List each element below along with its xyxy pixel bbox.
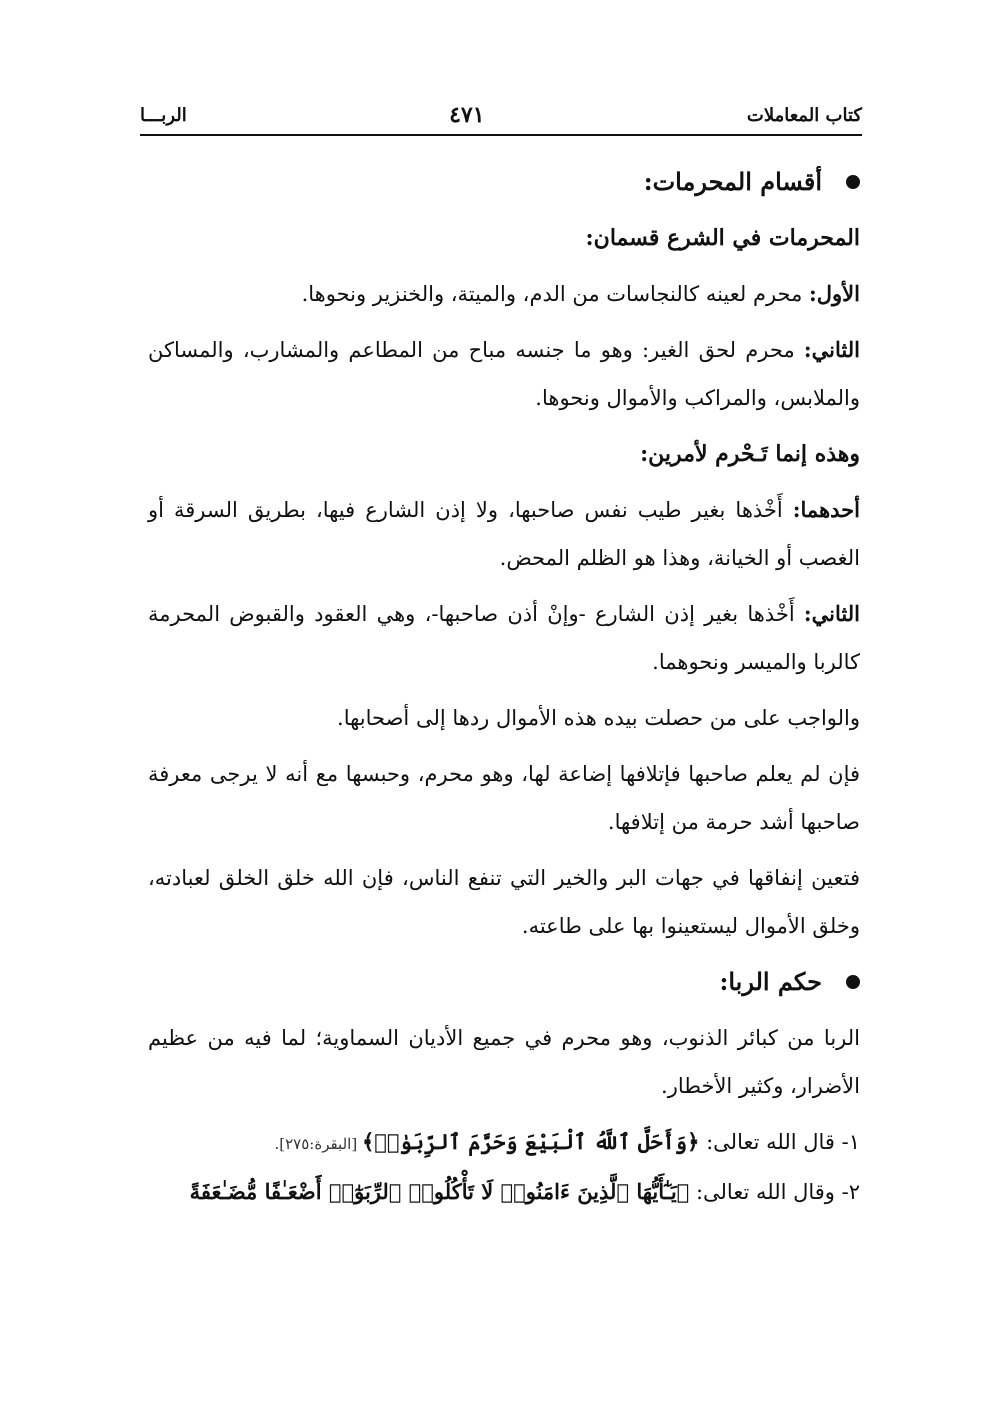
page-number: ٤٧١ xyxy=(449,102,485,128)
quran-verse: ﴿وَأَحَلَّ ٱللَّهُ ٱلْبَيْعَ وَحَرَّمَ ٱلرِّبَوٰا۟﴾ xyxy=(361,1129,700,1154)
paragraph-reason-one xyxy=(148,486,860,582)
paragraph-text: أَخْذها بغير إذن الشارع -وإنْ أذن صاحبها-، وهي العقود والقبوض المحرمة كالربا والميسر ونحوهما. xyxy=(148,602,860,674)
section-heading-prohibitions xyxy=(148,158,860,206)
bullet-icon xyxy=(846,175,860,189)
paragraph-text: أَخْذها بغير طيب نفس صاحبها، ولا إذن الشارع فيها، بطريق السرقة أو الغصب أو الخيانة، وهذا هو الظلم المحض. xyxy=(148,498,860,570)
running-header xyxy=(140,100,862,130)
subheading-two-reasons: وهذه إنما تَـحْرم لأمرين: xyxy=(640,441,860,467)
paragraph-label: الثاني: xyxy=(803,337,860,362)
paragraph-first-type xyxy=(148,270,860,318)
paragraph-label: الأول: xyxy=(809,281,860,306)
quran-item-1 xyxy=(148,1118,860,1168)
paragraph-label: أحدهما: xyxy=(792,497,860,522)
paragraph-second-type xyxy=(148,326,860,422)
subheading-two-types: المحرمات في الشرع قسمان: xyxy=(585,225,860,251)
paragraph-text: محرم لعينه كالنجاسات من الدم، والميتة، والخنزير ونحوها. xyxy=(301,282,810,306)
section-heading-text: حكم الربا: xyxy=(719,967,822,996)
chapter-title: الربـــا xyxy=(140,104,187,126)
quran-verse: ﴿يَـٰٓأَيُّهَا ٱلَّذِينَ ءَامَنُوا۟ لَا تَأْكُلُوا۟ ٱلرِّبَوٰٓا۟ أَضْعَـٰفًا مُّضَـٰعَفَةً xyxy=(189,1179,690,1204)
paragraph-reason-two xyxy=(148,590,860,686)
paragraph-label: الثاني: xyxy=(803,601,860,626)
item-prefix: ٢- وقال الله تعالى: xyxy=(689,1180,860,1204)
item-prefix: ١- قال الله تعالى: xyxy=(699,1130,860,1154)
paragraph-text: محرم لحق الغير: وهو ما جنسه مباح من المطاعم والمشارب، والمساكن والملابس، والمراكب والأموال ونحوها. xyxy=(148,338,860,410)
section-heading-riba-ruling xyxy=(148,958,860,1006)
section-heading-text: أقسام المحرمات: xyxy=(643,167,822,196)
book-title: كتاب المعاملات xyxy=(746,104,862,126)
quran-item-2 xyxy=(148,1168,860,1216)
page-body xyxy=(148,158,860,1216)
paragraph-spending: فتعين إنفاقها في جهات البر والخير التي تنفع الناس، فإن الله خلق الخلق لعبادته، وخلق الأموال ليستعينوا بها على طاعته. xyxy=(148,866,860,938)
paragraph-unknown-owner: فإن لم يعلم صاحبها فإتلافها إضاعة لها، وهو محرم، وحبسها مع أنه لا يرجى معرفة صاحبها أشد حرمة من إتلافها. xyxy=(148,762,860,834)
verse-citation: [البقرة:٢٧٥]. xyxy=(274,1135,362,1153)
header-rule xyxy=(140,134,862,136)
bullet-icon xyxy=(846,975,860,989)
paragraph-riba-intro: الربا من كبائر الذنوب، وهو محرم في جميع الأديان السماوية؛ لما فيه من عظيم الأضرار، وكثير الأخطار. xyxy=(148,1026,860,1098)
paragraph-duty: والواجب على من حصلت بيده هذه الأموال ردها إلى أصحابها. xyxy=(337,706,860,730)
